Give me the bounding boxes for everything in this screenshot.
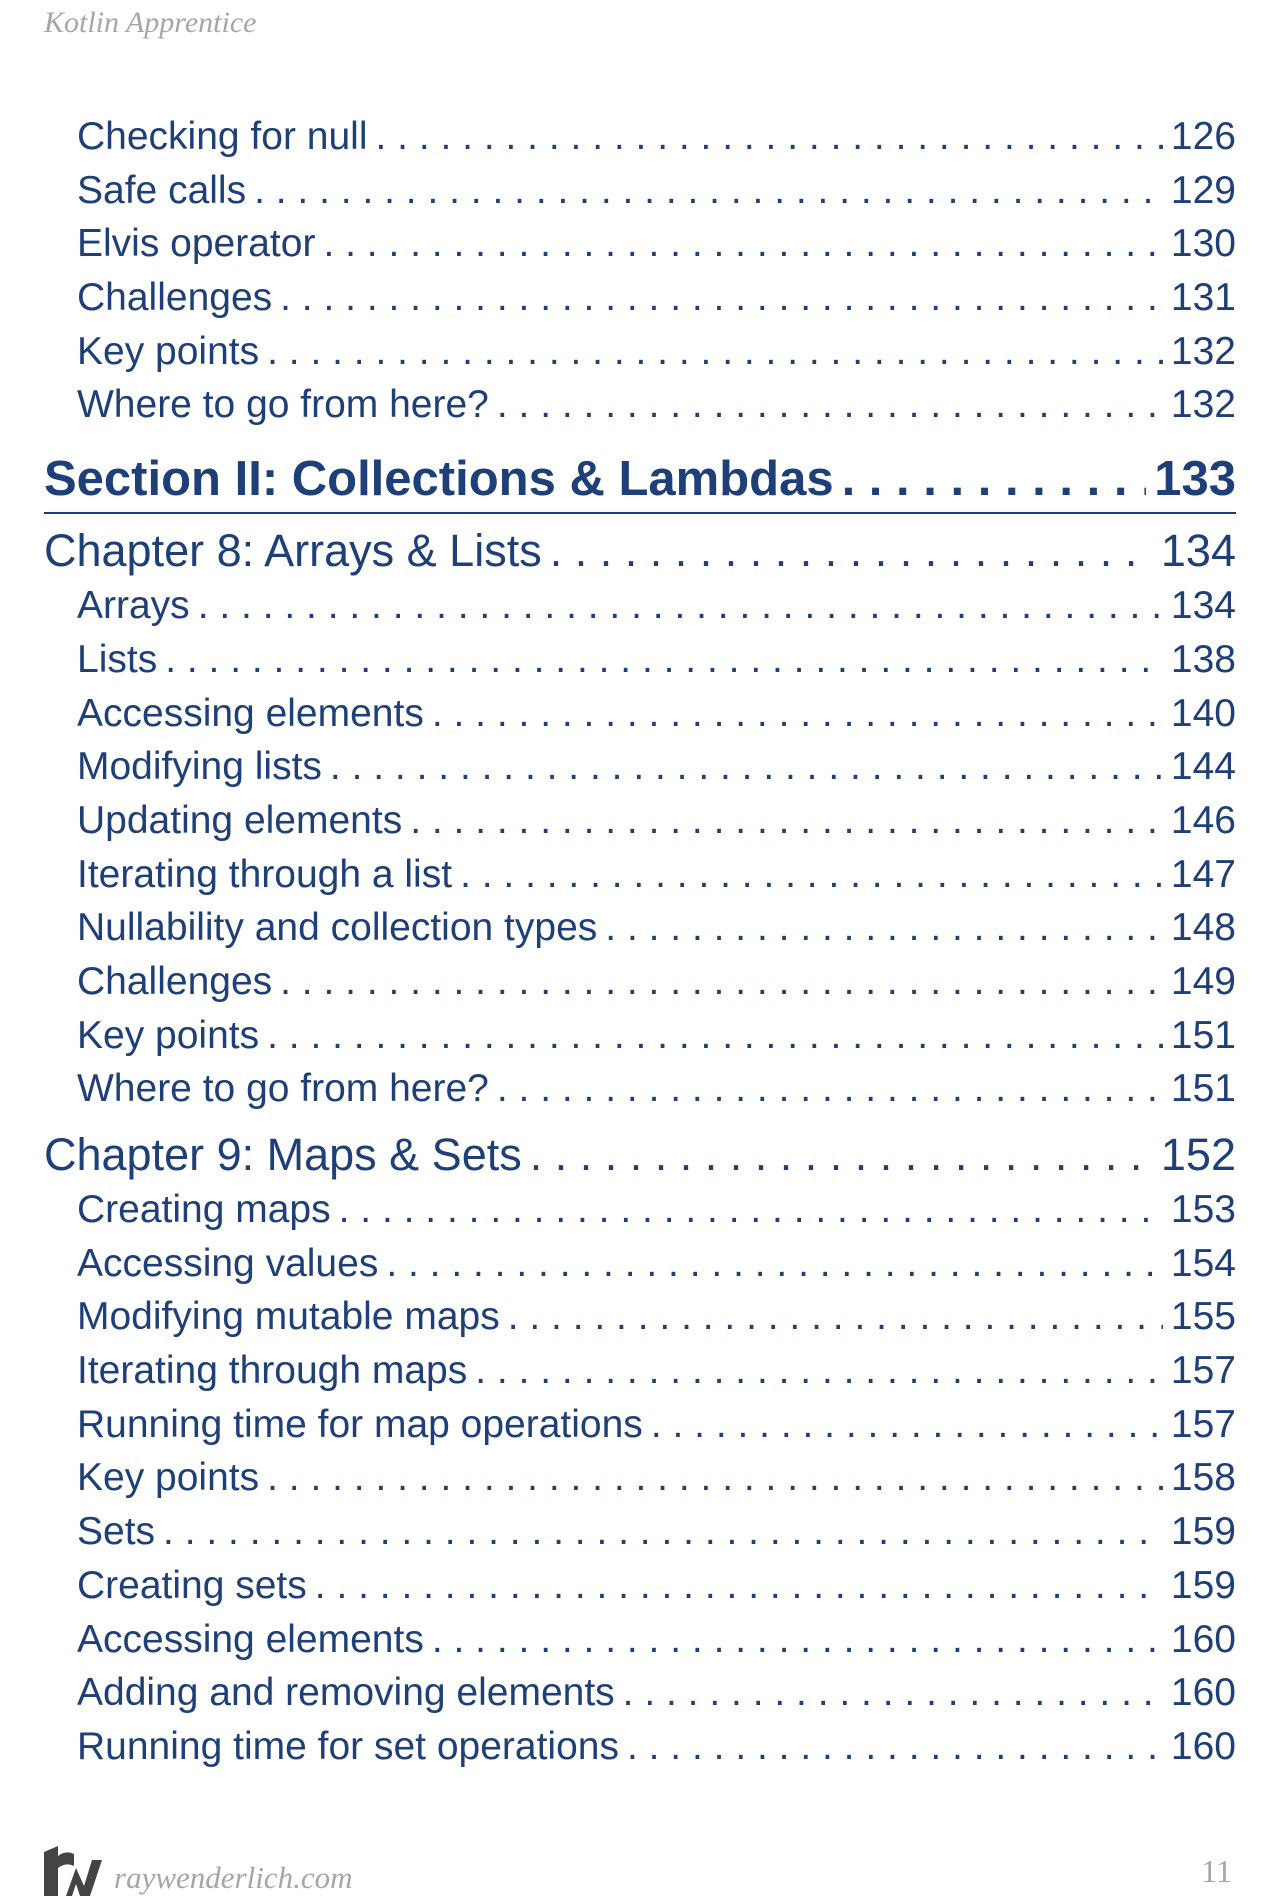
toc-entry[interactable] — [44, 794, 1236, 848]
entry-title: Arrays — [77, 584, 190, 628]
entry-page: 155 — [1170, 1295, 1236, 1339]
dot-leader — [497, 378, 1163, 432]
dot-leader — [267, 1451, 1163, 1505]
toc-entry[interactable] — [44, 955, 1236, 1009]
rw-logo-icon — [44, 1846, 102, 1896]
entry-page: 159 — [1170, 1563, 1236, 1607]
entry-title: Accessing values — [77, 1241, 379, 1285]
entry-title: Accessing elements — [77, 691, 424, 735]
entry-page: 138 — [1170, 637, 1236, 681]
table-of-contents — [44, 110, 1236, 1774]
entry-title: Nullability and collection types — [77, 906, 598, 950]
entry-title: Key points — [77, 329, 260, 373]
entry-title: Challenges — [77, 276, 273, 320]
entry-page: 130 — [1170, 222, 1236, 266]
dot-leader — [323, 217, 1162, 271]
dot-leader — [508, 1290, 1163, 1344]
dot-leader — [651, 1398, 1163, 1452]
dot-leader — [163, 1505, 1163, 1559]
chapter-9-entries — [44, 1183, 1236, 1774]
dot-leader — [627, 1720, 1163, 1774]
toc-entry[interactable] — [44, 110, 1236, 164]
entry-title: Iterating through a list — [77, 852, 453, 896]
entry-page: 148 — [1170, 906, 1236, 950]
toc-entry[interactable] — [44, 164, 1236, 218]
toc-entry[interactable] — [44, 271, 1236, 325]
entry-page: 151 — [1170, 1013, 1236, 1057]
dot-leader — [623, 1666, 1163, 1720]
entry-title: Modifying mutable maps — [77, 1295, 500, 1339]
dot-leader — [165, 633, 1163, 687]
entry-title: Modifying lists — [77, 745, 322, 789]
entry-page: 134 — [1170, 584, 1236, 628]
entry-title: Challenges — [77, 959, 273, 1003]
toc-chapter-8[interactable] — [44, 522, 1236, 579]
entry-title: Key points — [77, 1456, 260, 1500]
chapter-page: 152 — [1160, 1129, 1236, 1180]
entry-page: 157 — [1170, 1402, 1236, 1446]
entry-title: Creating sets — [77, 1563, 307, 1607]
entry-page: 126 — [1170, 115, 1236, 158]
entry-title: Key points — [77, 1013, 260, 1057]
toc-entry[interactable] — [44, 1666, 1236, 1720]
entry-page: 158 — [1170, 1456, 1236, 1500]
dot-leader — [605, 901, 1163, 955]
entry-title: Checking for null — [77, 115, 368, 158]
toc-top-entries — [44, 110, 1236, 432]
toc-entry[interactable] — [44, 325, 1236, 379]
toc-entry[interactable] — [44, 687, 1236, 741]
dot-leader — [375, 110, 1162, 164]
chapter-8-entries — [44, 579, 1236, 1116]
dot-leader — [280, 955, 1163, 1009]
dot-leader — [475, 1344, 1163, 1398]
toc-entry[interactable] — [44, 633, 1236, 687]
entry-page: 153 — [1170, 1188, 1236, 1231]
footer-page-number: 11 — [1201, 1853, 1232, 1889]
entry-title: Lists — [77, 637, 158, 681]
toc-entry[interactable] — [44, 1451, 1236, 1505]
entry-title: Running time for set operations — [77, 1724, 619, 1768]
toc-entry[interactable] — [44, 1398, 1236, 1452]
entry-title: Running time for map operations — [77, 1402, 643, 1446]
running-header: Kotlin Apprentice — [44, 6, 257, 39]
entry-title: Adding and removing elements — [77, 1671, 615, 1715]
toc-entry[interactable] — [44, 901, 1236, 955]
entry-page: 147 — [1170, 852, 1236, 896]
toc-entry[interactable] — [44, 1505, 1236, 1559]
toc-entry[interactable] — [44, 1290, 1236, 1344]
toc-entry[interactable] — [44, 579, 1236, 633]
toc-entry[interactable] — [44, 217, 1236, 271]
dot-leader — [497, 1062, 1163, 1116]
dot-leader — [432, 687, 1163, 741]
dot-leader — [432, 1613, 1163, 1667]
dot-leader — [842, 446, 1147, 512]
toc-section-heading[interactable] — [44, 446, 1236, 514]
entry-page: 129 — [1170, 168, 1236, 212]
dot-leader — [254, 164, 1163, 218]
toc-entry[interactable] — [44, 1062, 1236, 1116]
entry-page: 132 — [1170, 383, 1236, 427]
entry-page: 140 — [1170, 691, 1236, 735]
section-title: Section II: Collections & Lambdas — [44, 452, 834, 507]
dot-leader — [198, 579, 1163, 633]
toc-entry[interactable] — [44, 378, 1236, 432]
dot-leader — [410, 794, 1163, 848]
entry-title: Updating elements — [77, 798, 403, 842]
entry-page: 154 — [1170, 1241, 1236, 1285]
entry-title: Creating maps — [77, 1188, 331, 1231]
dot-leader — [460, 848, 1163, 902]
entry-page: 132 — [1170, 329, 1236, 373]
entry-page: 157 — [1170, 1349, 1236, 1393]
dot-leader — [330, 740, 1163, 794]
entry-page: 159 — [1170, 1510, 1236, 1554]
chapter-title: Chapter 9: Maps & Sets — [44, 1129, 522, 1180]
chapter-page: 134 — [1160, 525, 1236, 577]
entry-title: Sets — [77, 1510, 156, 1554]
entry-page: 160 — [1170, 1671, 1236, 1715]
entry-title: Where to go from here? — [77, 383, 489, 427]
toc-entry[interactable] — [44, 1344, 1236, 1398]
dot-leader — [267, 325, 1163, 379]
toc-entry[interactable] — [44, 740, 1236, 794]
chapter-title: Chapter 8: Arrays & Lists — [44, 525, 542, 577]
toc-entry[interactable] — [44, 1009, 1236, 1063]
entry-title: Elvis operator — [77, 222, 316, 266]
dot-leader — [280, 271, 1163, 325]
entry-page: 144 — [1170, 745, 1236, 789]
dot-leader — [550, 522, 1153, 579]
entry-title: Where to go from here? — [77, 1067, 489, 1111]
toc-entry[interactable] — [44, 1559, 1236, 1613]
entry-title: Safe calls — [77, 168, 247, 212]
toc-chapter-9[interactable] — [44, 1126, 1236, 1183]
toc-entry[interactable] — [44, 1183, 1236, 1237]
entry-page: 160 — [1170, 1724, 1236, 1768]
entry-page: 149 — [1170, 959, 1236, 1003]
toc-entry[interactable] — [44, 1720, 1236, 1774]
toc-entry[interactable] — [44, 1237, 1236, 1291]
footer-site[interactable]: raywenderlich.com — [114, 1860, 353, 1895]
entry-title: Accessing elements — [77, 1617, 424, 1661]
toc-entry[interactable] — [44, 1613, 1236, 1667]
entry-page: 146 — [1170, 798, 1236, 842]
toc-entry[interactable] — [44, 848, 1236, 902]
entry-page: 151 — [1170, 1067, 1236, 1111]
entry-page: 131 — [1170, 276, 1236, 320]
section-page: 133 — [1154, 452, 1236, 507]
dot-leader — [530, 1126, 1153, 1183]
dot-leader — [386, 1237, 1163, 1291]
entry-page: 160 — [1170, 1617, 1236, 1661]
entry-title: Iterating through maps — [77, 1349, 468, 1393]
dot-leader — [339, 1183, 1163, 1237]
dot-leader — [267, 1009, 1163, 1063]
dot-leader — [315, 1559, 1163, 1613]
